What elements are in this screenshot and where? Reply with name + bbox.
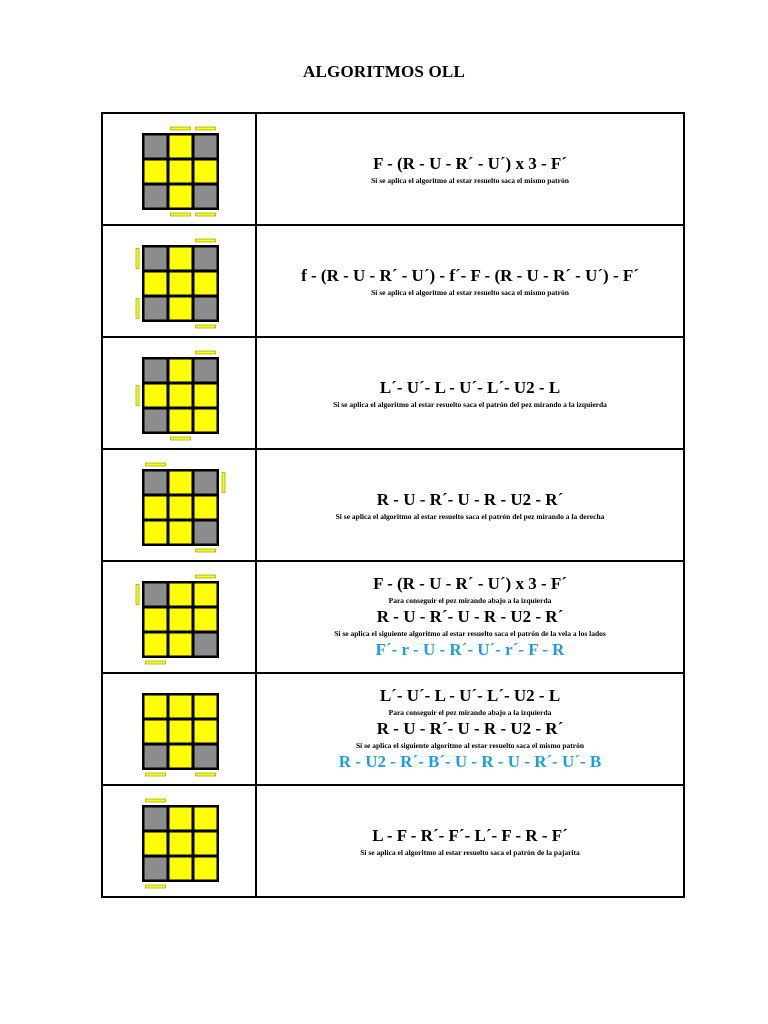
yellow-sticker — [170, 609, 192, 631]
side-sticker-bottom — [171, 437, 191, 440]
side-sticker-bottom — [196, 549, 216, 552]
cube-face-diagram — [103, 114, 255, 224]
yellow-sticker — [195, 721, 217, 743]
algorithm-text: f - (R - U - R´ - U´) - f´- F - (R - U - R´ - U´) - F´ — [301, 265, 639, 285]
side-sticker-right — [222, 473, 225, 493]
yellow-sticker — [170, 858, 192, 880]
side-sticker-bottom — [146, 885, 166, 888]
yellow-sticker — [195, 161, 217, 183]
yellow-sticker — [195, 273, 217, 295]
gray-sticker — [145, 298, 167, 320]
yellow-sticker — [170, 634, 192, 656]
algorithm-text: R - U - R´- U - R - U2 - R´ — [376, 719, 564, 738]
yellow-sticker — [170, 273, 192, 295]
algorithm-cell — [257, 674, 683, 784]
algorithm-text: F - (R - U - R´ - U´) x 3 - F´ — [373, 153, 567, 173]
yellow-sticker — [145, 161, 167, 183]
alternative-algorithm: R - U2 - R´- B´- U - R - U - R´- U´- B — [338, 752, 602, 771]
gray-sticker — [145, 136, 167, 158]
gray-sticker — [145, 410, 167, 432]
gray-sticker — [195, 360, 217, 382]
side-sticker-bottom — [146, 661, 166, 664]
cube-face-diagram — [103, 338, 255, 448]
gray-sticker — [195, 472, 217, 494]
algorithm-text: F - (R - U - R´ - U´) x 3 - F´ — [373, 574, 567, 593]
yellow-sticker — [170, 136, 192, 158]
yellow-sticker — [170, 808, 192, 830]
cube-diagram-cell — [103, 450, 257, 560]
yellow-sticker — [170, 360, 192, 382]
yellow-sticker — [170, 472, 192, 494]
yellow-sticker — [195, 497, 217, 519]
algorithm-note: Si se aplica el algoritmo al estar resuelto saca el mismo patrón — [371, 287, 569, 297]
gray-sticker — [145, 248, 167, 270]
algorithm-text: R - U - R´- U - R - U2 - R´ — [376, 489, 564, 509]
gray-sticker — [145, 584, 167, 606]
yellow-sticker — [195, 858, 217, 880]
yellow-sticker — [195, 609, 217, 631]
algorithm-note: Si se aplica el siguiente algoritmo al estar resuelto saca el patrón de la vela a los lados — [334, 629, 606, 638]
yellow-sticker — [170, 161, 192, 183]
side-sticker-bottom — [171, 213, 191, 216]
gray-sticker — [195, 634, 217, 656]
gray-sticker — [195, 298, 217, 320]
cube-face-diagram — [103, 786, 255, 896]
side-sticker-top — [196, 127, 216, 130]
yellow-sticker — [145, 833, 167, 855]
oll-case-row — [101, 450, 685, 562]
gray-sticker — [195, 136, 217, 158]
yellow-sticker — [145, 273, 167, 295]
yellow-sticker — [195, 385, 217, 407]
side-sticker-top — [196, 351, 216, 354]
yellow-sticker — [145, 522, 167, 544]
cube-diagram-cell — [103, 338, 257, 448]
gray-sticker — [145, 186, 167, 208]
side-sticker-left — [136, 585, 139, 605]
gray-sticker — [145, 858, 167, 880]
yellow-sticker — [170, 584, 192, 606]
algorithm-cell — [257, 450, 683, 560]
yellow-sticker — [170, 696, 192, 718]
algorithm-cell — [257, 226, 683, 336]
side-sticker-bottom — [196, 773, 216, 776]
yellow-sticker — [170, 721, 192, 743]
side-sticker-top — [146, 799, 166, 802]
yellow-sticker — [145, 634, 167, 656]
algorithm-text: L´- U´- L - U´- L´- U2 - L — [379, 686, 561, 705]
algorithm-note: Si se aplica el algoritmo al estar resuelto saca el patrón del pez mirando a la derecha — [335, 511, 605, 521]
yellow-sticker — [170, 746, 192, 768]
side-sticker-bottom — [196, 213, 216, 216]
algorithm-text: L´- U´- L - U´- L´- U2 - L — [379, 377, 561, 397]
yellow-sticker — [170, 410, 192, 432]
algorithm-cell — [257, 114, 683, 224]
side-sticker-left — [136, 386, 139, 406]
algorithm-note: Si se aplica el algoritmo al estar resuelto saca el patrón de la pajarita — [360, 847, 580, 857]
yellow-sticker — [170, 248, 192, 270]
cube-face-diagram — [103, 674, 255, 784]
cube-diagram-cell — [103, 226, 257, 336]
cube-diagram-cell — [103, 114, 257, 224]
yellow-sticker — [170, 833, 192, 855]
yellow-sticker — [195, 696, 217, 718]
side-sticker-left — [136, 299, 139, 319]
oll-case-row — [101, 114, 685, 226]
algorithm-text: L - F - R´- F´- L´- F - R - F´ — [372, 825, 568, 845]
side-sticker-top — [146, 463, 166, 466]
side-sticker-top — [171, 127, 191, 130]
algorithm-cell — [257, 562, 683, 672]
algorithm-note: Para conseguir el pez mirando abajo a la izquierda — [388, 708, 552, 717]
yellow-sticker — [195, 833, 217, 855]
oll-algorithm-table — [101, 112, 685, 898]
yellow-sticker — [195, 410, 217, 432]
cube-face-diagram — [103, 562, 255, 672]
gray-sticker — [195, 746, 217, 768]
gray-sticker — [145, 360, 167, 382]
gray-sticker — [145, 808, 167, 830]
yellow-sticker — [170, 497, 192, 519]
side-sticker-bottom — [196, 325, 216, 328]
gray-sticker — [195, 186, 217, 208]
yellow-sticker — [145, 497, 167, 519]
yellow-sticker — [170, 522, 192, 544]
side-sticker-top — [196, 239, 216, 242]
cube-diagram-cell — [103, 562, 257, 672]
oll-case-row — [101, 562, 685, 674]
yellow-sticker — [170, 385, 192, 407]
algorithm-note: Para conseguir el pez mirando abajo a la izquierda — [388, 596, 552, 605]
cube-face-diagram — [103, 226, 255, 336]
yellow-sticker — [170, 186, 192, 208]
oll-case-row — [101, 338, 685, 450]
algorithm-note: Si se aplica el algoritmo al estar resuelto saca el mismo patrón — [371, 175, 569, 185]
yellow-sticker — [145, 721, 167, 743]
algorithm-note: Si se aplica el siguiente algoritmo al estar resuelto saca el mismo patrón — [355, 741, 585, 750]
yellow-sticker — [195, 584, 217, 606]
algorithm-cell — [257, 338, 683, 448]
cube-face-diagram — [103, 450, 255, 560]
side-sticker-left — [136, 249, 139, 269]
side-sticker-bottom — [146, 773, 166, 776]
gray-sticker — [145, 472, 167, 494]
oll-case-row — [101, 226, 685, 338]
yellow-sticker — [145, 696, 167, 718]
gray-sticker — [195, 522, 217, 544]
oll-case-row — [101, 674, 685, 786]
gray-sticker — [145, 746, 167, 768]
cube-diagram-cell — [103, 674, 257, 784]
gray-sticker — [195, 248, 217, 270]
yellow-sticker — [145, 385, 167, 407]
algorithm-note: Si se aplica el algoritmo al estar resuelto saca el patrón del pez mirando a la izquierda — [333, 399, 607, 409]
side-sticker-top — [196, 575, 216, 578]
yellow-sticker — [195, 808, 217, 830]
alternative-algorithm: F´- r - U - R´- U´- r´- F - R — [375, 640, 565, 659]
yellow-sticker — [170, 298, 192, 320]
algorithm-text: R - U - R´- U - R - U2 - R´ — [376, 607, 564, 626]
cube-diagram-cell — [103, 786, 257, 896]
algorithm-cell — [257, 786, 683, 896]
oll-case-row — [101, 786, 685, 898]
yellow-sticker — [145, 609, 167, 631]
page-title: ALGORITMOS OLL — [303, 62, 465, 81]
